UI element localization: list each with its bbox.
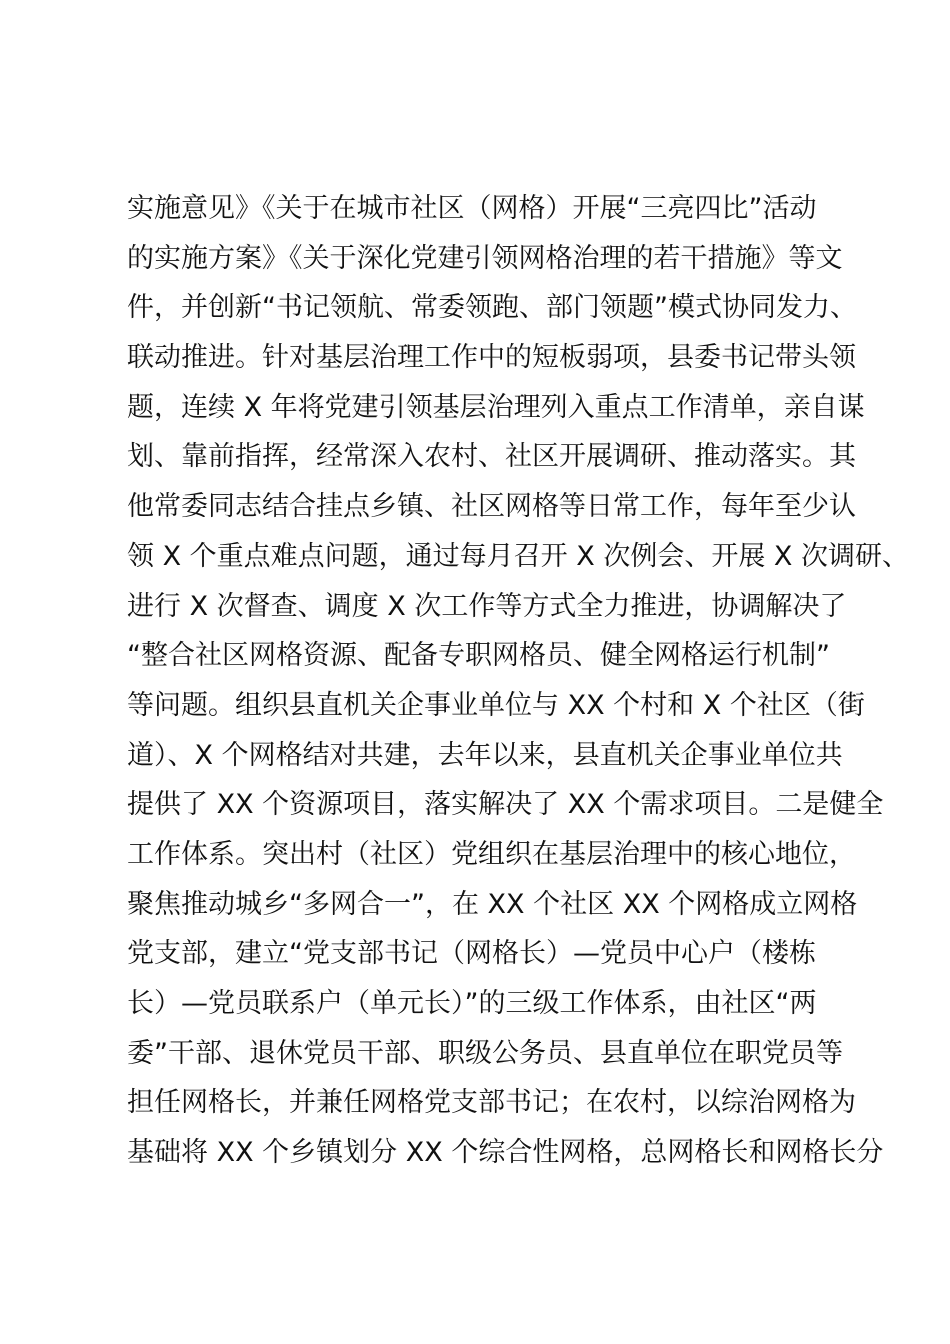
text-line: 划、靠前指挥，经常深入农村、社区开展调研、推动落实。其 bbox=[127, 441, 856, 473]
text-line: 长）—党员联系户（单元长）”的三级工作体系，由社区“两 bbox=[127, 988, 817, 1019]
text-line: 工作体系。突出村（社区）党组织在基层治理中的核心地位， bbox=[127, 838, 856, 870]
text-line: 联动推进。针对基层治理工作中的短板弱项，县委书记带头领 bbox=[127, 342, 856, 374]
text-line: 的实施方案》《关于深化党建引领网格治理的若干措施》等文 bbox=[127, 242, 843, 274]
text-line: 件，并创新“书记领航、常委领跑、部门领题”模式协同发力、 bbox=[127, 292, 857, 324]
text-line: 聚焦推动城乡“多网合一”，在 XX 个社区 XX 个网格成立网格 bbox=[127, 888, 858, 920]
body-paragraph bbox=[127, 184, 909, 1178]
text-line: 道）、X 个网格结对共建，去年以来，县直机关企事业单位共 bbox=[127, 739, 843, 771]
text-line: 委”干部、退休党员干部、职级公务员、县直单位在职党员等 bbox=[127, 1037, 843, 1069]
text-line: 提供了 XX 个资源项目，落实解决了 XX 个需求项目。二是健全 bbox=[127, 789, 884, 821]
text-line: 他常委同志结合挂点乡镇、社区网格等日常工作，每年至少认 bbox=[127, 491, 856, 523]
text-line: 党支部，建立“党支部书记（网格长）—党员中心户（楼栋 bbox=[127, 938, 816, 970]
text-line: 题，连续 X 年将党建引领基层治理列入重点工作清单，亲自谋 bbox=[127, 391, 865, 423]
text-line: 领 X 个重点难点问题，通过每月召开 X 次例会、开展 X 次调研、 bbox=[127, 540, 909, 572]
text-line: 基础将 XX 个乡镇划分 XX 个综合性网格，总网格长和网格长分 bbox=[127, 1137, 884, 1169]
text-line: “整合社区网格资源、配备专职网格员、健全网格运行机制” bbox=[127, 640, 830, 672]
text-line: 担任网格长，并兼任网格党支部书记；在农村，以综治网格为 bbox=[127, 1087, 856, 1119]
text-line: 实施意见》《关于在城市社区（网格）开展“三亮四比”活动 bbox=[127, 193, 817, 224]
text-line: 等问题。组织县直机关企事业单位与 XX 个村和 X 个社区（街 bbox=[127, 689, 865, 721]
text-line: 进行 X 次督查、调度 X 次工作等方式全力推进，协调解决了 bbox=[127, 590, 847, 622]
